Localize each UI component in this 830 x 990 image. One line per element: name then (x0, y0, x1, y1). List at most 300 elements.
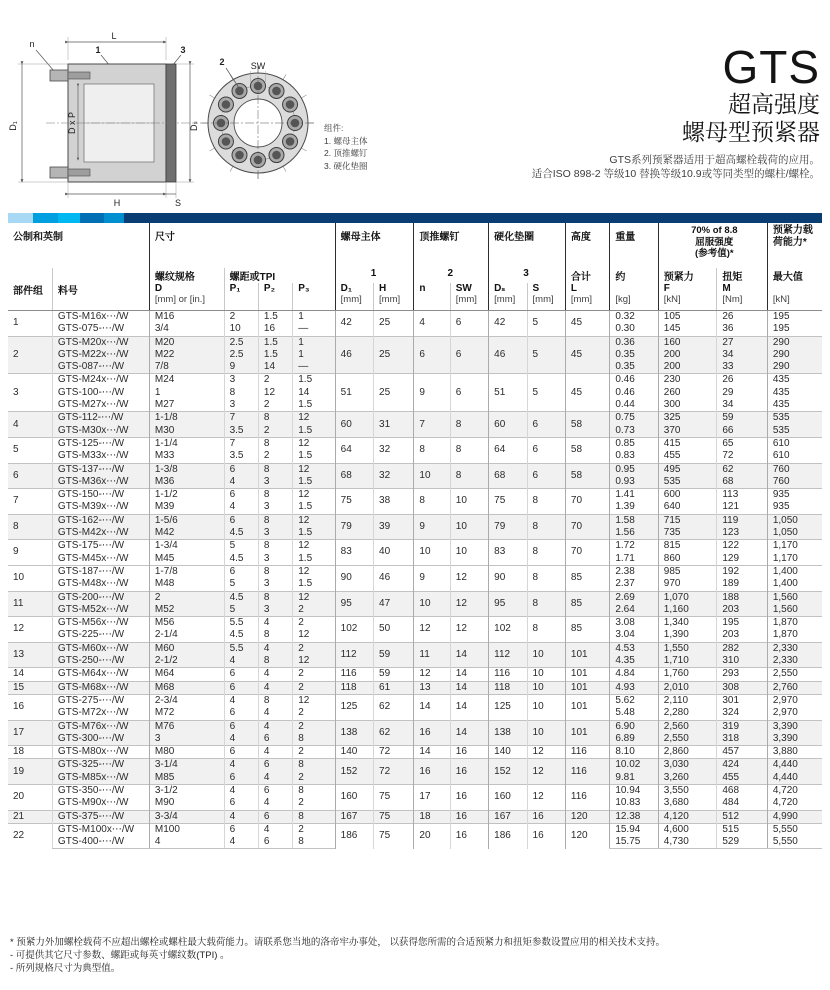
cell: 10 (414, 463, 450, 489)
cell: 535 (767, 425, 822, 438)
cell: 38 (374, 489, 414, 515)
cell: 7/8 (149, 361, 224, 374)
cell: 3.5 (224, 425, 258, 438)
cell: 12 (258, 387, 292, 399)
table-row (8, 311, 822, 324)
cell: 260 (658, 387, 717, 399)
cell: 123 (717, 527, 767, 540)
cell: 25 (374, 374, 414, 412)
cell: 6 (414, 336, 450, 374)
cell: 105 (658, 311, 717, 324)
cell: 6 (224, 514, 258, 527)
cell: 3-1/4 (149, 759, 224, 772)
cell: 3-3/4 (149, 810, 224, 823)
label-2: 2 (219, 57, 225, 67)
cell: 21 (8, 810, 52, 823)
cell: 10.02 (610, 759, 658, 772)
label-L: L (111, 31, 117, 41)
col-torque: 扭矩 (717, 268, 767, 283)
cell: 6 (450, 336, 488, 374)
cell: 4 (258, 668, 292, 681)
cell: 6 (224, 823, 258, 836)
cell: 8 (293, 810, 335, 823)
cell: 0.30 (610, 323, 658, 336)
cell: 4 (224, 759, 258, 772)
cell: 2,330 (767, 655, 822, 668)
cell: GTS-125-⋯/W (52, 437, 149, 450)
cell: M48 (149, 578, 224, 591)
cell: 2 (293, 707, 335, 720)
cell: 140 (335, 746, 373, 759)
cell: 75 (374, 810, 414, 823)
rim-tick (210, 95, 215, 98)
cell: 116 (565, 746, 609, 759)
cell: 62 (374, 720, 414, 746)
cell: 3 (258, 476, 292, 489)
table-row (8, 720, 822, 733)
jack-screw-top (50, 70, 68, 81)
cell: 62 (717, 463, 767, 476)
cell: 140 (489, 746, 527, 759)
label-H: H (113, 198, 121, 208)
table-row (8, 591, 822, 604)
cell: 1,340 (658, 617, 717, 630)
cell: 72 (374, 759, 414, 785)
product-series-title: GTS (722, 41, 820, 93)
cell: 4 (224, 733, 258, 746)
cell: 116 (565, 759, 609, 785)
description (532, 153, 820, 181)
cell: GTS-087-⋯/W (52, 361, 149, 374)
cell: 8 (293, 784, 335, 797)
cell: 468 (717, 784, 767, 797)
cell: 72 (374, 746, 414, 759)
cell: 1,400 (767, 578, 822, 591)
label-Ds: Dₛ (189, 121, 199, 131)
cell: 61 (374, 681, 414, 694)
cell: 51 (335, 374, 373, 412)
col-n: n (414, 283, 450, 311)
cell: 90 (335, 565, 373, 591)
cell: 760 (767, 476, 822, 489)
cell: 12 (8, 617, 52, 643)
cell: 8 (527, 617, 565, 643)
cell: 1,050 (767, 514, 822, 527)
cell: 0.95 (610, 463, 658, 476)
cell: 1-3/4 (149, 540, 224, 553)
cell: 8 (450, 412, 488, 438)
cell: 152 (335, 759, 373, 785)
cell: 2,550 (658, 733, 717, 746)
cell: 203 (717, 629, 767, 642)
col-D1: D₁ [mm] (335, 283, 373, 311)
cell: 319 (717, 720, 767, 733)
cell: 8 (258, 629, 292, 642)
cell: 1.58 (610, 514, 658, 527)
cell: GTS-M60x⋯/W (52, 642, 149, 655)
cell: 1.5 (258, 336, 292, 349)
table-row (8, 463, 822, 476)
col-P2: P₂ (258, 283, 292, 311)
col-part-group: 部件组 (8, 268, 52, 311)
cell: 4 (224, 476, 258, 489)
cell: 9 (224, 361, 258, 374)
cell: 45 (565, 311, 609, 337)
cell: 484 (717, 797, 767, 810)
cell: 5 (224, 578, 258, 591)
cell: M56 (149, 617, 224, 630)
cell: 68 (335, 463, 373, 489)
cell: 8 (258, 514, 292, 527)
cell: 5 (224, 540, 258, 553)
cell: 1.5 (293, 399, 335, 412)
cell: 8 (527, 514, 565, 540)
cell: 3.04 (610, 629, 658, 642)
cell: 20 (8, 784, 52, 810)
cell: 4 (258, 617, 292, 630)
cell: 0.93 (610, 476, 658, 489)
cell: 4,990 (767, 810, 822, 823)
cell: GTS-M30x⋯/W (52, 425, 149, 438)
cell: 3 (258, 553, 292, 566)
cell: GTS-M76x⋯/W (52, 720, 149, 733)
cell: 83 (335, 540, 373, 566)
cell: 308 (717, 681, 767, 694)
cell: 6 (224, 565, 258, 578)
col-P3: P₃ (293, 283, 335, 311)
section-jack-screws: 顶推螺钉 (414, 223, 489, 268)
cell: 457 (717, 746, 767, 759)
cell: 2 (293, 668, 335, 681)
cell: 186 (489, 823, 527, 849)
cell: GTS-M39x⋯/W (52, 501, 149, 514)
cell: 192 (717, 565, 767, 578)
cell: 33 (717, 361, 767, 374)
subtitle-line2: 螺母型预紧器 (682, 119, 820, 145)
cell: 12 (293, 565, 335, 578)
col-part-no: 料号 (52, 268, 149, 311)
cell: 45 (565, 336, 609, 374)
cell: 116 (489, 668, 527, 681)
cell: 160 (335, 784, 373, 810)
cell: 815 (658, 540, 717, 553)
table-row (8, 746, 822, 759)
cell: 12 (293, 412, 335, 425)
cell: 10 (527, 720, 565, 746)
table-row (8, 565, 822, 578)
cell: 6 (224, 489, 258, 502)
cell: 610 (767, 450, 822, 463)
rim-tick (210, 148, 215, 151)
cell: GTS-075-⋯/W (52, 323, 149, 336)
cell: GTS-100-⋯/W (52, 387, 149, 399)
cell: 1,710 (658, 655, 717, 668)
cell: M16 (149, 311, 224, 324)
rim-tick (230, 166, 233, 171)
cell: 7 (8, 489, 52, 515)
cell: 2 (8, 336, 52, 374)
cell: 1.5 (258, 311, 292, 324)
cell: 1,550 (658, 642, 717, 655)
cell: 12 (527, 784, 565, 810)
cell: 600 (658, 489, 717, 502)
cell: 0.73 (610, 425, 658, 438)
cell: 1,870 (767, 617, 822, 630)
cell: 101 (565, 642, 609, 668)
cell: 113 (717, 489, 767, 502)
cell: 20 (414, 823, 450, 849)
cell: GTS-250-⋯/W (52, 655, 149, 668)
cell: 8 (527, 591, 565, 617)
cell: 970 (658, 578, 717, 591)
cell: 16 (450, 823, 488, 849)
cell: M72 (149, 707, 224, 720)
col-D: D [mm] or [in.] (149, 283, 224, 311)
cell: GTS-M27x⋯/W (52, 399, 149, 412)
cell: 1,070 (658, 591, 717, 604)
cell: 6 (224, 772, 258, 785)
cell: 72 (717, 450, 767, 463)
cell: 5,550 (767, 836, 822, 849)
cell: 79 (335, 514, 373, 540)
cell: 112 (335, 642, 373, 668)
footnotes (10, 936, 665, 975)
cell: 16 (414, 759, 450, 785)
cell: 16 (450, 759, 488, 785)
section-weight: 重量 (610, 223, 658, 268)
table-row (8, 642, 822, 655)
cell: 12 (293, 514, 335, 527)
table-row (8, 437, 822, 450)
col-pitch-tpi: 螺距或TPI (224, 268, 335, 283)
color-segment (58, 213, 80, 223)
cell: 121 (717, 501, 767, 514)
cell: 66 (717, 425, 767, 438)
cell: 203 (717, 604, 767, 617)
cell: 19 (8, 759, 52, 785)
technical-drawing (6, 26, 406, 216)
cell: M52 (149, 604, 224, 617)
cell: 8 (258, 540, 292, 553)
cell: 4,720 (767, 784, 822, 797)
cell: 17 (8, 720, 52, 746)
cell: 6 (224, 720, 258, 733)
cell: 1.39 (610, 501, 658, 514)
description-line1: GTS系列预紧器适用于超高螺栓载荷的应用。 (609, 154, 820, 166)
cell: 1,170 (767, 540, 822, 553)
cell: 435 (767, 399, 822, 412)
cell: GTS-200-⋯/W (52, 591, 149, 604)
cell: 4 (258, 772, 292, 785)
cell: 2 (224, 311, 258, 324)
cell: 5 (527, 311, 565, 337)
cell: 9 (414, 374, 450, 412)
cell: 68 (717, 476, 767, 489)
cell: 1,560 (767, 591, 822, 604)
cell: 14 (258, 361, 292, 374)
cell: 2,970 (767, 707, 822, 720)
cell: 290 (767, 361, 822, 374)
cell: 11 (8, 591, 52, 617)
cell: 2,970 (767, 694, 822, 707)
cell: 75 (489, 489, 527, 515)
cell: 1,050 (767, 527, 822, 540)
legend-title: 组件: (324, 123, 344, 133)
cell: 59 (374, 642, 414, 668)
table-row (8, 489, 822, 502)
cell: 101 (565, 694, 609, 720)
cell: 16 (527, 823, 565, 849)
cell: 1.5 (293, 450, 335, 463)
subtitle-line1: 超高强度 (728, 91, 820, 117)
label-DxP: D x P (67, 111, 77, 135)
cell: 4 (224, 694, 258, 707)
rim-tick (283, 166, 286, 171)
cell: 12 (293, 694, 335, 707)
cell: 1.71 (610, 553, 658, 566)
cell: 760 (767, 463, 822, 476)
cell: GTS-225-⋯/W (52, 629, 149, 642)
cell: M33 (149, 450, 224, 463)
col-max: 最大值 (767, 268, 822, 283)
cell: 5.5 (224, 617, 258, 630)
cell: 5 (527, 374, 565, 412)
cell: 640 (658, 501, 717, 514)
cell: 6 (224, 681, 258, 694)
part-num-1: 1 (335, 268, 414, 283)
cell: 424 (717, 759, 767, 772)
cell: 0.35 (610, 349, 658, 361)
table-row (8, 681, 822, 694)
cell: M22 (149, 349, 224, 361)
cell: 2 (149, 591, 224, 604)
cell: 2 (293, 823, 335, 836)
cell: 9.81 (610, 772, 658, 785)
cell: 59 (374, 668, 414, 681)
col-total: 合计 (565, 268, 609, 283)
cell: 14 (450, 642, 488, 668)
cell: 26 (717, 374, 767, 387)
cell: 16 (450, 810, 488, 823)
cell: GTS-M64x⋯/W (52, 668, 149, 681)
cell: 195 (717, 617, 767, 630)
cell: GTS-M22x⋯/W (52, 349, 149, 361)
cell: 125 (489, 694, 527, 720)
cell: 12 (293, 489, 335, 502)
cell: 14 (414, 746, 450, 759)
cell: 6 (224, 707, 258, 720)
cell: 119 (717, 514, 767, 527)
cell: 70 (565, 514, 609, 540)
cell: GTS-M90x⋯/W (52, 797, 149, 810)
cell: GTS-400-⋯/W (52, 836, 149, 849)
cell: 4 (414, 311, 450, 337)
cell: 8 (258, 489, 292, 502)
cell: 3 (258, 578, 292, 591)
bolt-socket (222, 137, 231, 146)
cell: 1 (293, 311, 335, 324)
cell: 8 (224, 387, 258, 399)
cell: GTS-M48x⋯/W (52, 578, 149, 591)
cell: 2 (293, 746, 335, 759)
cell: 6 (450, 311, 488, 337)
footnote-2: - 可提供其它尺寸参数、螺距或每英寸螺纹数(TPI) 。 (10, 950, 230, 961)
cell: 0.85 (610, 437, 658, 450)
cell: 2.69 (610, 591, 658, 604)
table-body (8, 311, 822, 849)
cell: 4 (224, 810, 258, 823)
cell: 5 (527, 336, 565, 374)
cell: 1.72 (610, 540, 658, 553)
section-size: 尺寸 (149, 223, 335, 268)
cell: 6 (224, 668, 258, 681)
cell: 282 (717, 642, 767, 655)
cell: 75 (374, 823, 414, 849)
table-row (8, 668, 822, 681)
col-P1: P₁ (224, 283, 258, 311)
cell: GTS-M20x⋯/W (52, 336, 149, 349)
cell: 5,550 (767, 823, 822, 836)
label-SW: SW (250, 61, 266, 71)
cell: 8 (258, 437, 292, 450)
cell: 2.5 (224, 349, 258, 361)
cell: 1,560 (767, 604, 822, 617)
cell: 715 (658, 514, 717, 527)
cell: 10 (8, 565, 52, 591)
cell: 4.93 (610, 681, 658, 694)
cell: 3,260 (658, 772, 717, 785)
cell: 138 (489, 720, 527, 746)
cell: 2 (293, 617, 335, 630)
cell: 102 (489, 617, 527, 643)
cell: 47 (374, 591, 414, 617)
bolt-socket (222, 100, 231, 109)
cell: 310 (717, 655, 767, 668)
cell: 1-1/2 (149, 489, 224, 502)
cell: 145 (658, 323, 717, 336)
cell: GTS-175-⋯/W (52, 540, 149, 553)
cell: 935 (767, 489, 822, 502)
cell: 370 (658, 425, 717, 438)
cell: 167 (335, 810, 373, 823)
cell: 8 (527, 489, 565, 515)
cell: GTS-M100x⋯/W (52, 823, 149, 836)
cell: 2 (293, 720, 335, 733)
cell: 1.56 (610, 527, 658, 540)
table-row (8, 694, 822, 707)
cell: M76 (149, 720, 224, 733)
cell: 7 (224, 412, 258, 425)
table-row (8, 336, 822, 349)
cell: 15.94 (610, 823, 658, 836)
section-preload-capacity: 预紧力载 荷能力* (767, 223, 822, 268)
cell: 3.5 (224, 450, 258, 463)
cell: 0.46 (610, 374, 658, 387)
cell: 935 (767, 501, 822, 514)
cell: 3 (224, 399, 258, 412)
cell: 2,330 (767, 642, 822, 655)
cell: 16 (450, 746, 488, 759)
cell: 14 (8, 668, 52, 681)
description-line2: 适合ISO 898-2 等级10 替换等级10.9或等同类型的螺柱/螺栓。 (531, 168, 820, 180)
cell: 32 (374, 463, 414, 489)
cell: 3 (8, 374, 52, 412)
cell: 3 (258, 604, 292, 617)
cell: 31 (374, 412, 414, 438)
cell: 32 (374, 437, 414, 463)
legend-item-1: 1. 螺母主体 (324, 135, 368, 146)
cell: 1.5 (258, 349, 292, 361)
